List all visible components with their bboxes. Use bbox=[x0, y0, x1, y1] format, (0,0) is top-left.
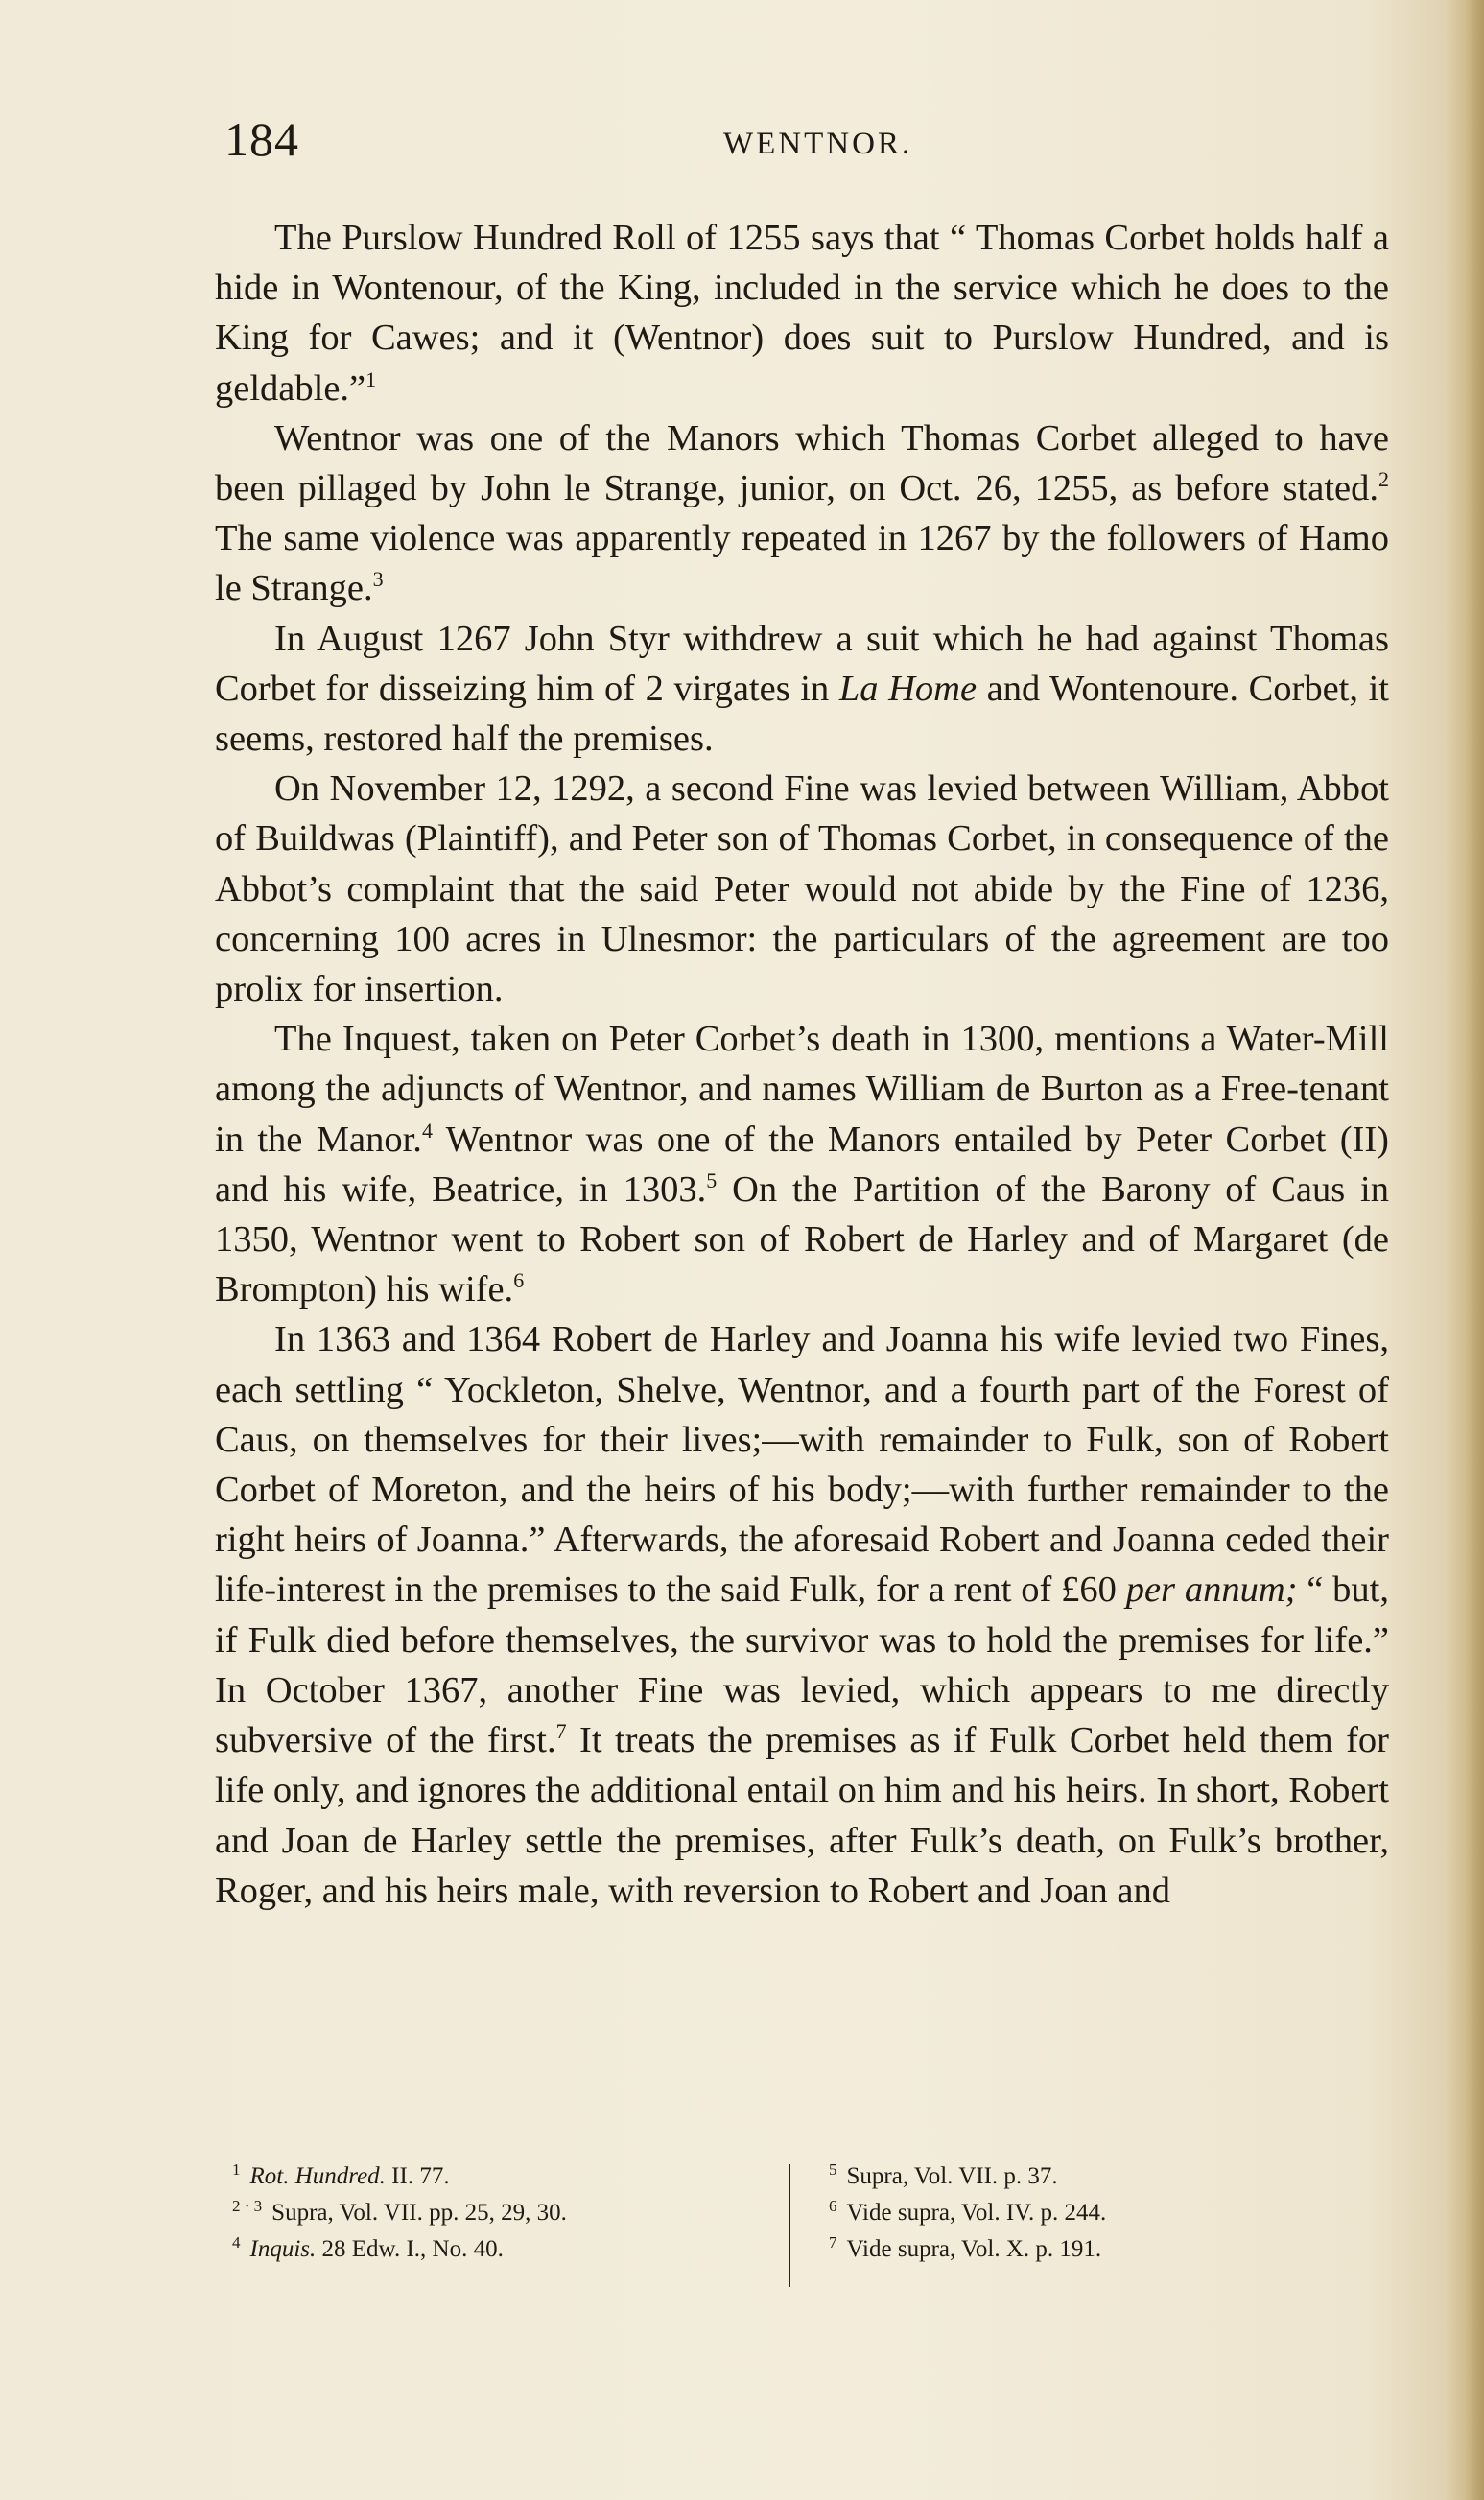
text-run: Wentnor was one of the Manors which Thomas Corbet alleged to have been pillaged by John le Strange, junior, on Oct. 26, 1255, as before stated. bbox=[215, 417, 1389, 509]
italic-text: per annum; bbox=[1125, 1569, 1298, 1611]
footnote-text: Vide supra, Vol. IV. p. 244. bbox=[846, 2200, 1107, 2226]
text-run: Wentnor was one of the Manors entailed by Peter Corbet (II) and his wife, Beatrice, in 1303. bbox=[215, 1119, 1390, 1210]
text-run: In August 1267 John Styr withdrew a suit which he had against Thomas Corbet for disseizing him of 2 virgates in bbox=[215, 618, 1389, 709]
running-title: WENTNOR. bbox=[723, 127, 913, 161]
footnote-text: II. 77. bbox=[385, 2163, 450, 2189]
footnotes bbox=[224, 2158, 1376, 2293]
footnote-reference: 4 bbox=[421, 1118, 433, 1143]
paragraph bbox=[215, 614, 1389, 765]
footnote-mark: 5 bbox=[829, 2160, 837, 2179]
paragraph bbox=[215, 764, 1389, 1014]
text-run: The Purslow Hundred Roll of 1255 says that “ Thomas Corbet holds half a hide in Wontenour, of the King, included in the service which he does to the King for Cawes; and it (Wentnor) does suit to Purslow Hundred, and is geldable.” bbox=[215, 218, 1389, 409]
footnote-source-title: Inquis. bbox=[249, 2236, 317, 2262]
footnote bbox=[232, 2195, 769, 2231]
footnote-reference: 1 bbox=[365, 366, 377, 391]
footnote-text: 28 Edw. I., No. 40. bbox=[316, 2236, 504, 2262]
footnote-reference: 7 bbox=[555, 1719, 567, 1744]
text-run: On the Partition of the Barony of Caus in 1350, Wentnor went to Robert son of Robert de Harley and of Margaret (de Brompton) his wife. bbox=[215, 1168, 1390, 1310]
footnote-source-title: Rot. Hundred. bbox=[249, 2163, 386, 2189]
footnote-mark: 2 · 3 bbox=[232, 2197, 263, 2215]
footnote-mark: 1 bbox=[232, 2160, 241, 2179]
footnote-reference: 3 bbox=[372, 567, 384, 592]
page-edge-shadow bbox=[1446, 0, 1484, 2500]
footnote bbox=[829, 2231, 1366, 2268]
footnote-column-divider bbox=[789, 2164, 790, 2287]
page-number: 184 bbox=[224, 112, 299, 166]
footnote-mark: 4 bbox=[232, 2233, 241, 2252]
footnote-mark: 6 bbox=[829, 2197, 837, 2215]
footnote-text: Supra, Vol. VII. pp. 25, 29, 30. bbox=[271, 2200, 567, 2226]
text-run: “ but, if Fulk died before themselves, the survivor was to hold the premises for life.” In October 1367, another Fine was levied, which appears to me directly subversive of the first. bbox=[215, 1569, 1389, 1761]
paragraph bbox=[215, 413, 1389, 614]
footnotes-right-column bbox=[829, 2158, 1366, 2268]
text-run: and Wontenoure. Corbet, it seems, restored half the premises. bbox=[215, 668, 1389, 760]
footnote bbox=[232, 2231, 769, 2268]
footnote-reference: 6 bbox=[513, 1268, 525, 1293]
footnote-mark: 7 bbox=[829, 2233, 837, 2252]
footnote-reference: 2 bbox=[1378, 467, 1389, 492]
footnote bbox=[829, 2158, 1366, 2195]
footnotes-left-column bbox=[232, 2158, 769, 2268]
text-run: On November 12, 1292, a second Fine was levied between William, Abbot of Buildwas (Plaintiff), and Peter son of Thomas Corbet, in consequence of the Abbot’s complaint that the said Peter would not abide by the Fine of 1236, concerning 100 acres in Ulnesmor: the particulars of the agreement are too prolix for insertion. bbox=[215, 768, 1389, 1010]
footnote-reference: 5 bbox=[706, 1167, 718, 1192]
italic-text: La Home bbox=[838, 668, 978, 709]
text-run: The same violence was apparently repeated in 1267 by the followers of Hamo le Strange. bbox=[215, 518, 1389, 609]
page-header bbox=[224, 111, 1376, 178]
paragraph bbox=[215, 213, 1389, 413]
text-run: The Inquest, taken on Peter Corbet’s death in 1300, mentions a Water-Mill among the adjuncts of Wentnor, and names William de Burton as a Free-tenant in the Manor. bbox=[215, 1019, 1389, 1160]
text-run: It treats the premises as if Fulk Corbet held them for life only, and ignores the additional entail on him and his heirs. In short, Robert and Joan de Harley settle the premises, after Fulk’s death, on Fulk’s brother, Roger, and his heirs male, with reversion to Robert and Joan and bbox=[215, 1720, 1389, 1911]
paragraph bbox=[215, 1314, 1389, 1915]
footnote bbox=[829, 2195, 1366, 2231]
footnote-text: Vide supra, Vol. X. p. 191. bbox=[846, 2236, 1102, 2262]
text-run: In 1363 and 1364 Robert de Harley and Joanna his wife levied two Fines, each settling “ Yockleton, Shelve, Wentnor, and a fourth part of the Forest of Caus, on themselves for their lives;—with remainder to Fulk, son of Robert Corbet of Moreton, and the heirs of his body;—with further remainder to the right heirs of Joanna.” Afterwards, the aforesaid Robert and Joanna ceded their life-interest in the premises to the said Fulk, for a rent of £60 bbox=[215, 1319, 1389, 1611]
body-text bbox=[215, 213, 1389, 1916]
paragraph bbox=[215, 1014, 1389, 1314]
footnote bbox=[232, 2158, 769, 2195]
footnote-text: Supra, Vol. VII. p. 37. bbox=[846, 2163, 1058, 2189]
